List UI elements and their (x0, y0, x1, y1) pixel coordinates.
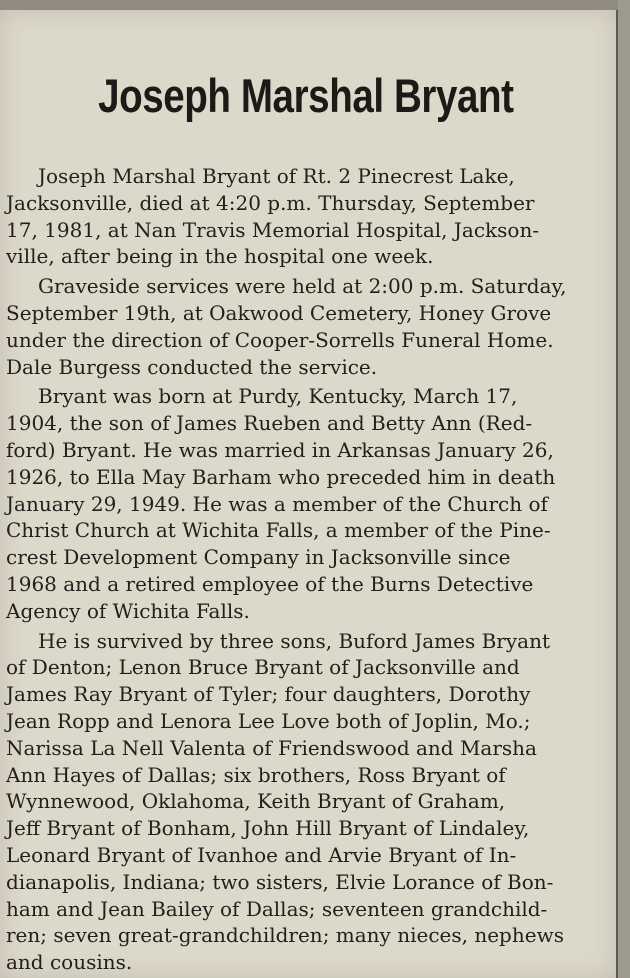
text-line: and cousins. (6, 950, 133, 975)
text-line: He is survived by three sons, Buford James Bryant (38, 628, 550, 653)
text-line: ham and Jean Bailey of Dallas; seventeen grandchild- (6, 896, 548, 921)
text-line: Jeff Bryant of Bonham, John Hill Bryant of Lindaley, (6, 816, 530, 841)
newspaper-clipping (0, 10, 618, 978)
scan-right-edge (618, 0, 630, 978)
text-line: 1904, the son of James Rueben and Betty Ann (Red- (6, 411, 533, 436)
text-line: January 29, 1949. He was a member of the Church of (6, 491, 548, 516)
text-line: Jean Ropp and Lenora Lee Love both of Joplin, Mo.; (6, 708, 531, 733)
paragraph-services (6, 273, 610, 380)
text-line: Graveside services were held at 2:00 p.m. Saturday, (38, 274, 567, 299)
text-line: Agency of Wichita Falls. (6, 598, 250, 623)
text-line: dianapolis, Indiana; two sisters, Elvie Lorance of Bon- (6, 869, 554, 894)
text-line: under the direction of Cooper-Sorrells Funeral Home. (6, 327, 554, 352)
text-line: Bryant was born at Purdy, Kentucky, March 17, (38, 384, 518, 409)
text-line: Joseph Marshal Bryant of Rt. 2 Pinecrest Lake, (38, 164, 515, 188)
text-line: 1926, to Ella May Barham who preceded him in death (6, 464, 556, 489)
paragraph-biography (6, 383, 610, 624)
paragraph-death-notice (6, 163, 610, 270)
obituary-headline: Joseph Marshal Bryant (98, 69, 514, 122)
obituary-body (6, 163, 610, 978)
text-line: ford) Bryant. He was married in Arkansas January 26, (6, 437, 554, 462)
text-line: Wynnewood, Oklahoma, Keith Bryant of Graham, (6, 789, 506, 814)
paragraph-survivors (6, 628, 610, 976)
text-line: crest Development Company in Jacksonville since (6, 545, 511, 570)
text-line: Dale Burgess conducted the service. (6, 354, 378, 379)
text-line: 17, 1981, at Nan Travis Memorial Hospital, Jackson- (6, 217, 540, 242)
text-line: 1968 and a retired employee of the Burns Detective (6, 571, 534, 596)
scan-top-edge (0, 0, 630, 10)
text-line: Christ Church at Wichita Falls, a member of the Pine- (6, 518, 551, 543)
text-line: ren; seven great-grandchildren; many nieces, nephews (6, 923, 564, 948)
text-line: Narissa La Nell Valenta of Friendswood and Marsha (6, 735, 537, 760)
text-line: of Denton; Lenon Bruce Bryant of Jacksonville and (6, 655, 520, 680)
text-line: Jacksonville, died at 4:20 p.m. Thursday, September (6, 190, 535, 215)
text-line: Ann Hayes of Dallas; six brothers, Ross Bryant of (6, 762, 506, 787)
text-line: James Ray Bryant of Tyler; four daughters, Dorothy (6, 682, 531, 707)
text-line: September 19th, at Oakwood Cemetery, Honey Grove (6, 300, 552, 325)
text-line: ville, after being in the hospital one week. (6, 244, 434, 269)
text-line: Leonard Bryant of Ivanhoe and Arvie Bryant of In- (6, 842, 517, 867)
